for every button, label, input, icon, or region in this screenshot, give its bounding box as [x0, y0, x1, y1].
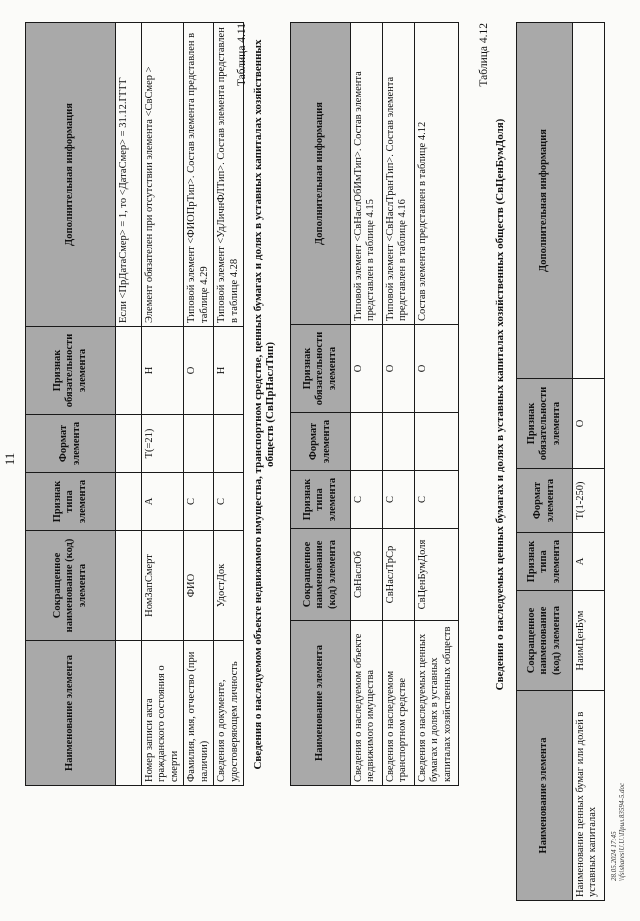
cell-name: Наименование ценных бумаг или долей в уставных капиталах [573, 691, 605, 901]
cell-format [184, 415, 214, 473]
cell-info: Состав элемента представлен в таблице 4.12 [415, 23, 459, 325]
header-code: Сокращенное наименование (код) элемента [517, 591, 573, 691]
table-4-11-label: Таблица 4.11 [236, 23, 248, 87]
page-number: 11 [2, 452, 17, 466]
header-name: Наименование элемента [291, 621, 351, 786]
cell-format [415, 413, 459, 471]
cell-type: А [142, 473, 184, 531]
cell-type: С [184, 473, 214, 531]
cell-type [116, 473, 142, 531]
cell-name: Сведения о наследуемом объекте недвижимого имущества [351, 621, 383, 786]
cell-type: С [351, 471, 383, 529]
footer-date: 28.05.2024 17:45 [610, 831, 618, 881]
cell-code [116, 531, 142, 641]
table-4-12 [516, 22, 605, 901]
cell-required: О [573, 379, 605, 469]
cell-format [116, 415, 142, 473]
table-row [116, 23, 142, 786]
cell-code: СвНаслТрСр [383, 529, 415, 621]
cell-info: Типовой элемент <УдЛичнФЛТип>. Состав элемента представлен в таблице 4.28 [214, 23, 244, 327]
footer-path: \\fs\shares\U.U.\Прил.83594-5.doc [618, 782, 627, 881]
header-required: Признак обязательности элемента [517, 379, 573, 469]
cell-name: Номер записи акта гражданского состояния о смерти [142, 641, 184, 786]
table-4-11 [290, 22, 459, 786]
header-name: Наименование элемента [517, 691, 573, 901]
cell-code: НаимЦенБум [573, 591, 605, 691]
header-required: Признак обязательности элемента [291, 325, 351, 413]
cell-format [351, 413, 383, 471]
table-top [25, 22, 244, 786]
footer-stamp [610, 621, 626, 881]
cell-name: Сведения о наследуемом транспортном средстве [383, 621, 415, 786]
cell-format [214, 415, 244, 473]
table-4-11-caption: Сведения о наследуемом объекте недвижимого имущества, транспортном средстве, ценных бумагах и долях в уставных капиталах хозяйственных обществ (СвПрНаслТип) [252, 39, 276, 770]
cell-code: ФИО [184, 531, 214, 641]
cell-required: О [351, 325, 383, 413]
cell-required: О [383, 325, 415, 413]
cell-type: С [383, 471, 415, 529]
header-format: Формат элемента [26, 415, 116, 473]
header-name: Наименование элемента [26, 641, 116, 786]
table-row [573, 23, 605, 901]
cell-info [573, 23, 605, 379]
header-type: Признак типа элемента [517, 533, 573, 591]
cell-info: Элемент обязателен при отсутствии элемента <СвСмер > [142, 23, 184, 327]
cell-name: Сведения о документе, удостоверяющем личность [214, 641, 244, 786]
header-code: Сокращенное наименование (код) элемента [26, 531, 116, 641]
cell-type: С [214, 473, 244, 531]
cell-required: О [415, 325, 459, 413]
cell-info: Типовой элемент <СвНаслТранТип>. Состав элемента представлен в таблице 4.16 [383, 23, 415, 325]
table-row [184, 23, 214, 786]
cell-name: Фамилия, имя, отчество (при наличии) [184, 641, 214, 786]
table-row [415, 23, 459, 786]
table-row [142, 23, 184, 786]
header-info: Дополнительная информация [26, 23, 116, 327]
cell-format [383, 413, 415, 471]
cell-info: Типовой элемент <ФИОПрТип>. Состав элемента представлен в таблице 4.29 [184, 23, 214, 327]
table-4-12-caption: Сведения о наследуемых ценных бумагах и долях в уставных капиталах хозяйственных обществ (СвЦенБумДоля) [494, 118, 506, 691]
cell-code: УдостДок [214, 531, 244, 641]
header-info: Дополнительная информация [291, 23, 351, 325]
header-type: Признак типа элемента [26, 473, 116, 531]
cell-required: Н [142, 327, 184, 415]
cell-code: СвНаслОб [351, 529, 383, 621]
cell-type: С [415, 471, 459, 529]
header-format: Формат элемента [291, 413, 351, 471]
header-info: Дополнительная информация [517, 23, 573, 379]
table-row [383, 23, 415, 786]
cell-required [116, 327, 142, 415]
table-row [351, 23, 383, 786]
cell-info: Если <ПрДатаСмер> = 1, то <ДатаСмер> = 31.12.ГГГГ [116, 23, 142, 327]
cell-format: T(1-250) [573, 469, 605, 533]
cell-format: T(=21) [142, 415, 184, 473]
cell-name [116, 641, 142, 786]
cell-info: Типовой элемент <СвНаслОбИмТип>. Состав элемента представлен в таблице 4.15 [351, 23, 383, 325]
header-code: Сокращенное наименование (код) элемента [291, 529, 351, 621]
header-type: Признак типа элемента [291, 471, 351, 529]
cell-name: Сведения о наследуемых ценных бумагах и долях в уставных капиталах хозяйственных обществ [415, 621, 459, 786]
table-4-12-label: Таблица 4.12 [478, 23, 490, 87]
cell-code: СвЦенБумДоля [415, 529, 459, 621]
cell-code: НомЗапСмерт [142, 531, 184, 641]
header-required: Признак обязательности элемента [26, 327, 116, 415]
cell-type: А [573, 533, 605, 591]
cell-required: Н [214, 327, 244, 415]
header-format: Формат элемента [517, 469, 573, 533]
cell-required: О [184, 327, 214, 415]
